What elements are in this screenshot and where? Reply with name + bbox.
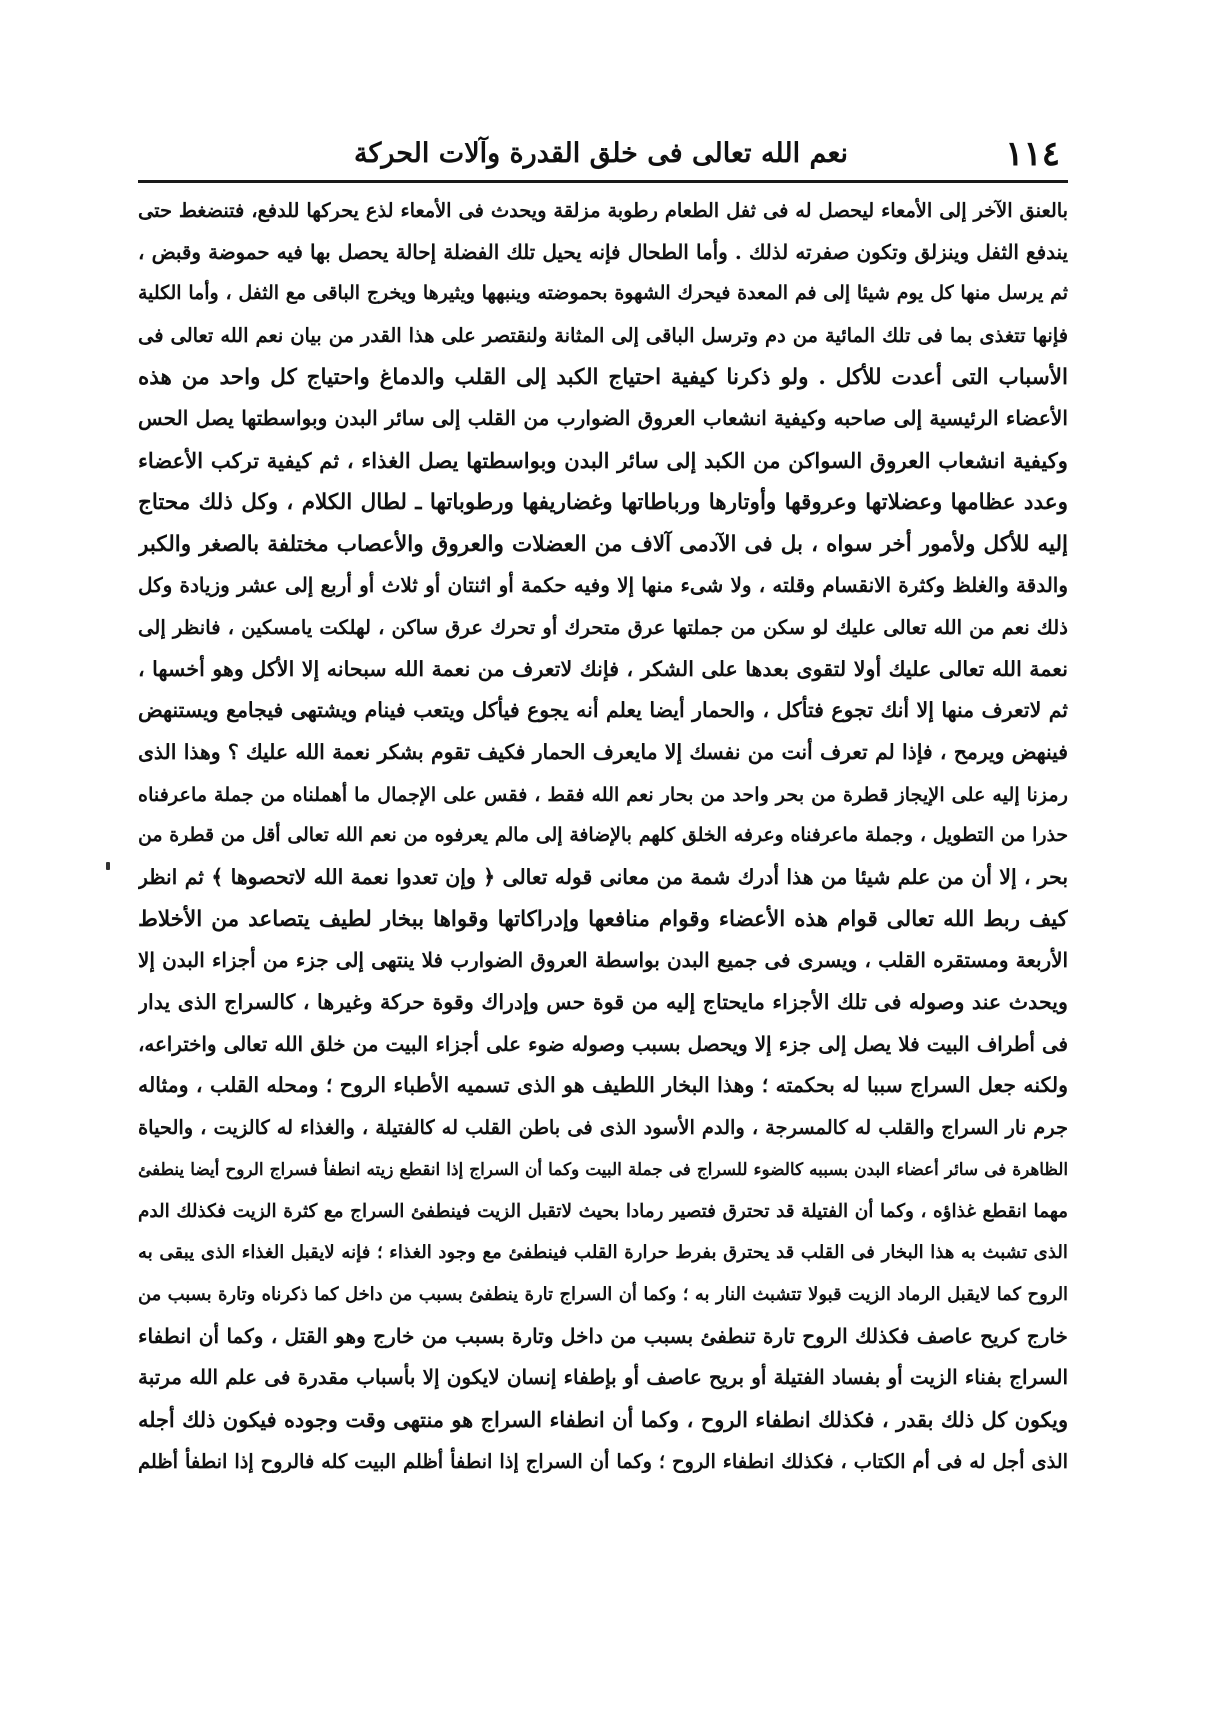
text-line: ذلك نعم من الله تعالى عليك لو سكن من جملتها عرق متحرك أو تحرك عرق ساكن ، لهلكت يامسكين ، فانظر إلى: [138, 615, 1068, 639]
text-line: رمزنا إليه على الإيجاز قطرة من بحر واحد من بحار نعم الله فقط ، فقس على الإجمال ما أهملناه من جملة ماعرفناه: [138, 782, 1068, 806]
text-line: السراج بفناء الزيت أو بفساد الفتيلة أو بريح عاصف أو بإطفاء إنسان لايكون إلا بأسباب مقدرة فى علم الله مرتبة: [138, 1365, 1068, 1390]
text-line: بالعنق الآخر إلى الأمعاء ليحصل له فى ثفل الطعام رطوبة مزلقة ويحدث فى الأمعاء لذع يحركها للدفع، فتنضغط حتى: [138, 199, 1068, 222]
text-line: ثم يرسل منها كل يوم شيئا إلى فم المعدة فيحرك الشهوة بحموضته وينبهها ويثيرها ويخرج الباقى مع الثفل ، وأما الكلية: [138, 282, 1068, 305]
text-line: فينهض ويرمح ، فإذا لم تعرف أنت من نفسك إلا مايعرف الحمار فكيف تقوم بشكر نعمة الله عليك ؟ وهذا الذى: [138, 739, 1068, 764]
text-line: الأربعة ومستقره القلب ، ويسرى فى جميع البدن بواسطة العروق الضوارب فلا ينتهى إلى جزء من أجزاء البدن إلا: [138, 948, 1068, 973]
text-line: إليه للأكل ولأمور أخر سواه ، بل فى الآدمى آلاف من العضلات والعروق والأعصاب مختلفة بالصغر والكبر: [138, 531, 1068, 557]
text-line: وكيفية انشعاب العروق السواكن من الكبد إلى سائر البدن وبواسطتها يصل الغذاء ، ثم كيفية تركب الأعضاء: [138, 448, 1068, 474]
text-line: الأسباب التى أعدت للأكل . ولو ذكرنا كيفية احتياج الكبد إلى القلب والدماغ واحتياج كل واحد من هذه: [138, 364, 1068, 390]
header-rule: [138, 180, 1068, 183]
text-line: الظاهرة فى سائر أعضاء البدن بسببه كالضوء للسراج فى جملة البيت وكما أن السراج إذا انقطع زيته انطفأ فسراج الروح أيضا ينطفئ: [138, 1158, 1068, 1179]
text-line: ويحدث عند وصوله فى تلك الأجزاء مايحتاج إليه من قوة حس وإدراك وقوة حركة وغيرها ، كالسراج الذى يدار: [138, 990, 1068, 1015]
page-header: [138, 118, 1068, 176]
text-line: الذى أجل له فى أم الكتاب ، فكذلك انطفاء الروح ؛ وكما أن السراج إذا انطفأ أظلم البيت كله فالروح إذا انطفأ أظلم: [138, 1449, 1068, 1473]
text-line: الروح كما لايقبل الرماد الزيت قبولا تتشبث النار به ؛ وكما أن السراج تارة ينطفئ بسبب من داخل كما ذكرناه وتارة بسبب من: [138, 1283, 1068, 1305]
text-line: الذى تشبث به هذا البخار فى القلب قد يحترق بفرط حرارة القلب فينطفئ مع وجود الغذاء ؛ فإنه لايقبل الغذاء الذى يبقى به: [138, 1242, 1068, 1264]
text-line: الأعضاء الرئيسية إلى صاحبه وكيفية انشعاب العروق الضوارب من القلب إلى سائر البدن وبواسطتها يصل الحس: [138, 406, 1068, 431]
text-line: فى أطراف البيت فلا يصل إلى جزء إلا ويحصل بسبب وصوله ضوء على أجزاء البيت من خلق الله تعالى واختراعه،: [138, 1031, 1068, 1056]
text-line: ويكون كل ذلك بقدر ، فكذلك انطفاء الروح ، وكما أن انطفاء السراج هو منتهى وقت وجوده فيكون ذلك أجله: [138, 1406, 1068, 1432]
text-line: يندفع الثفل وينزلق وتكون صفرته لذلك . وأما الطحال فإنه يحيل تلك الفضلة إحالة يحصل بها فيه حموضة وقبض ،: [138, 239, 1068, 264]
running-title: نعم الله تعالى فى خلق القدرة وآلات الحركة: [354, 138, 848, 169]
text-line: ثم لاتعرف منها إلا أنك تجوع فتأكل ، والحمار أيضا يعلم أنه يجوع فيأكل ويتعب فينام ويشتهى فيجامع ويستنهض: [138, 698, 1068, 723]
text-line: وعدد عظامها وعضلاتها وعروقها وأوتارها ورباطاتها وغضاريفها ورطوباتها ـ لطال الكلام ، وكل ذلك محتاج: [138, 489, 1068, 515]
text-line: والدقة والغلظ وكثرة الانقسام وقلته ، ولا شىء منها إلا وفيه حكمة أو اثنتان أو ثلاث أو أربع إلى عشر وزيادة وكل: [138, 573, 1068, 598]
page-number: ١١٤: [1005, 134, 1060, 174]
margin-mark: [106, 862, 110, 870]
text-line: مهما انقطع غذاؤه ، وكما أن الفتيلة قد تحترق فتصير رمادا بحيث لاتقبل الزيت فينطفئ السراج مع كثرة الزيت فكذلك الدم: [138, 1200, 1068, 1222]
text-line: كيف ربط الله تعالى قوام هذه الأعضاء وقوام منافعها وإدراكاتها وقواها ببخار لطيف يتصاعد من الأخلاط: [138, 906, 1068, 932]
text-line: نعمة الله تعالى عليك أولا لتقوى بعدها على الشكر ، فإنك لاتعرف من نعمة الله سبحانه إلا الأكل وهو أخسها ،: [138, 656, 1068, 681]
body-text: [138, 190, 1068, 1482]
text-line: خارج كريح عاصف فكذلك الروح تارة تنطفئ بسبب من داخل وتارة بسبب من خارج وهو القتل ، وكما أن انطفاء: [138, 1323, 1068, 1348]
book-page: [138, 118, 1068, 1473]
text-line: ولكنه جعل السراج سببا له بحكمته ؛ وهذا البخار اللطيف هو الذى تسميه الأطباء الروح ؛ ومحله القلب ، ومثاله: [138, 1073, 1068, 1098]
text-line: فإنها تتغذى بما فى تلك المائية من دم وترسل الباقى إلى المثانة ولنقتصر على هذا القدر من بيان نعم الله تعالى فى: [138, 324, 1068, 348]
text-line: جرم نار السراج والقلب له كالمسرجة ، والدم الأسود الذى فى باطن القلب له كالفتيلة ، والغذاء له كالزيت ، والحياة: [138, 1116, 1068, 1140]
text-line: بحر ، إلا أن من علم شيئا من هذا أدرك شمة من معانى قوله تعالى ﴿ وإن تعدوا نعمة الله لاتحصوها ﴾ ثم انظر: [138, 865, 1068, 889]
text-line: حذرا من التطويل ، وجملة ماعرفناه وعرفه الخلق كلهم بالإضافة إلى مالم يعرفوه من نعم الله تعالى أقل من قطرة من: [138, 824, 1068, 847]
